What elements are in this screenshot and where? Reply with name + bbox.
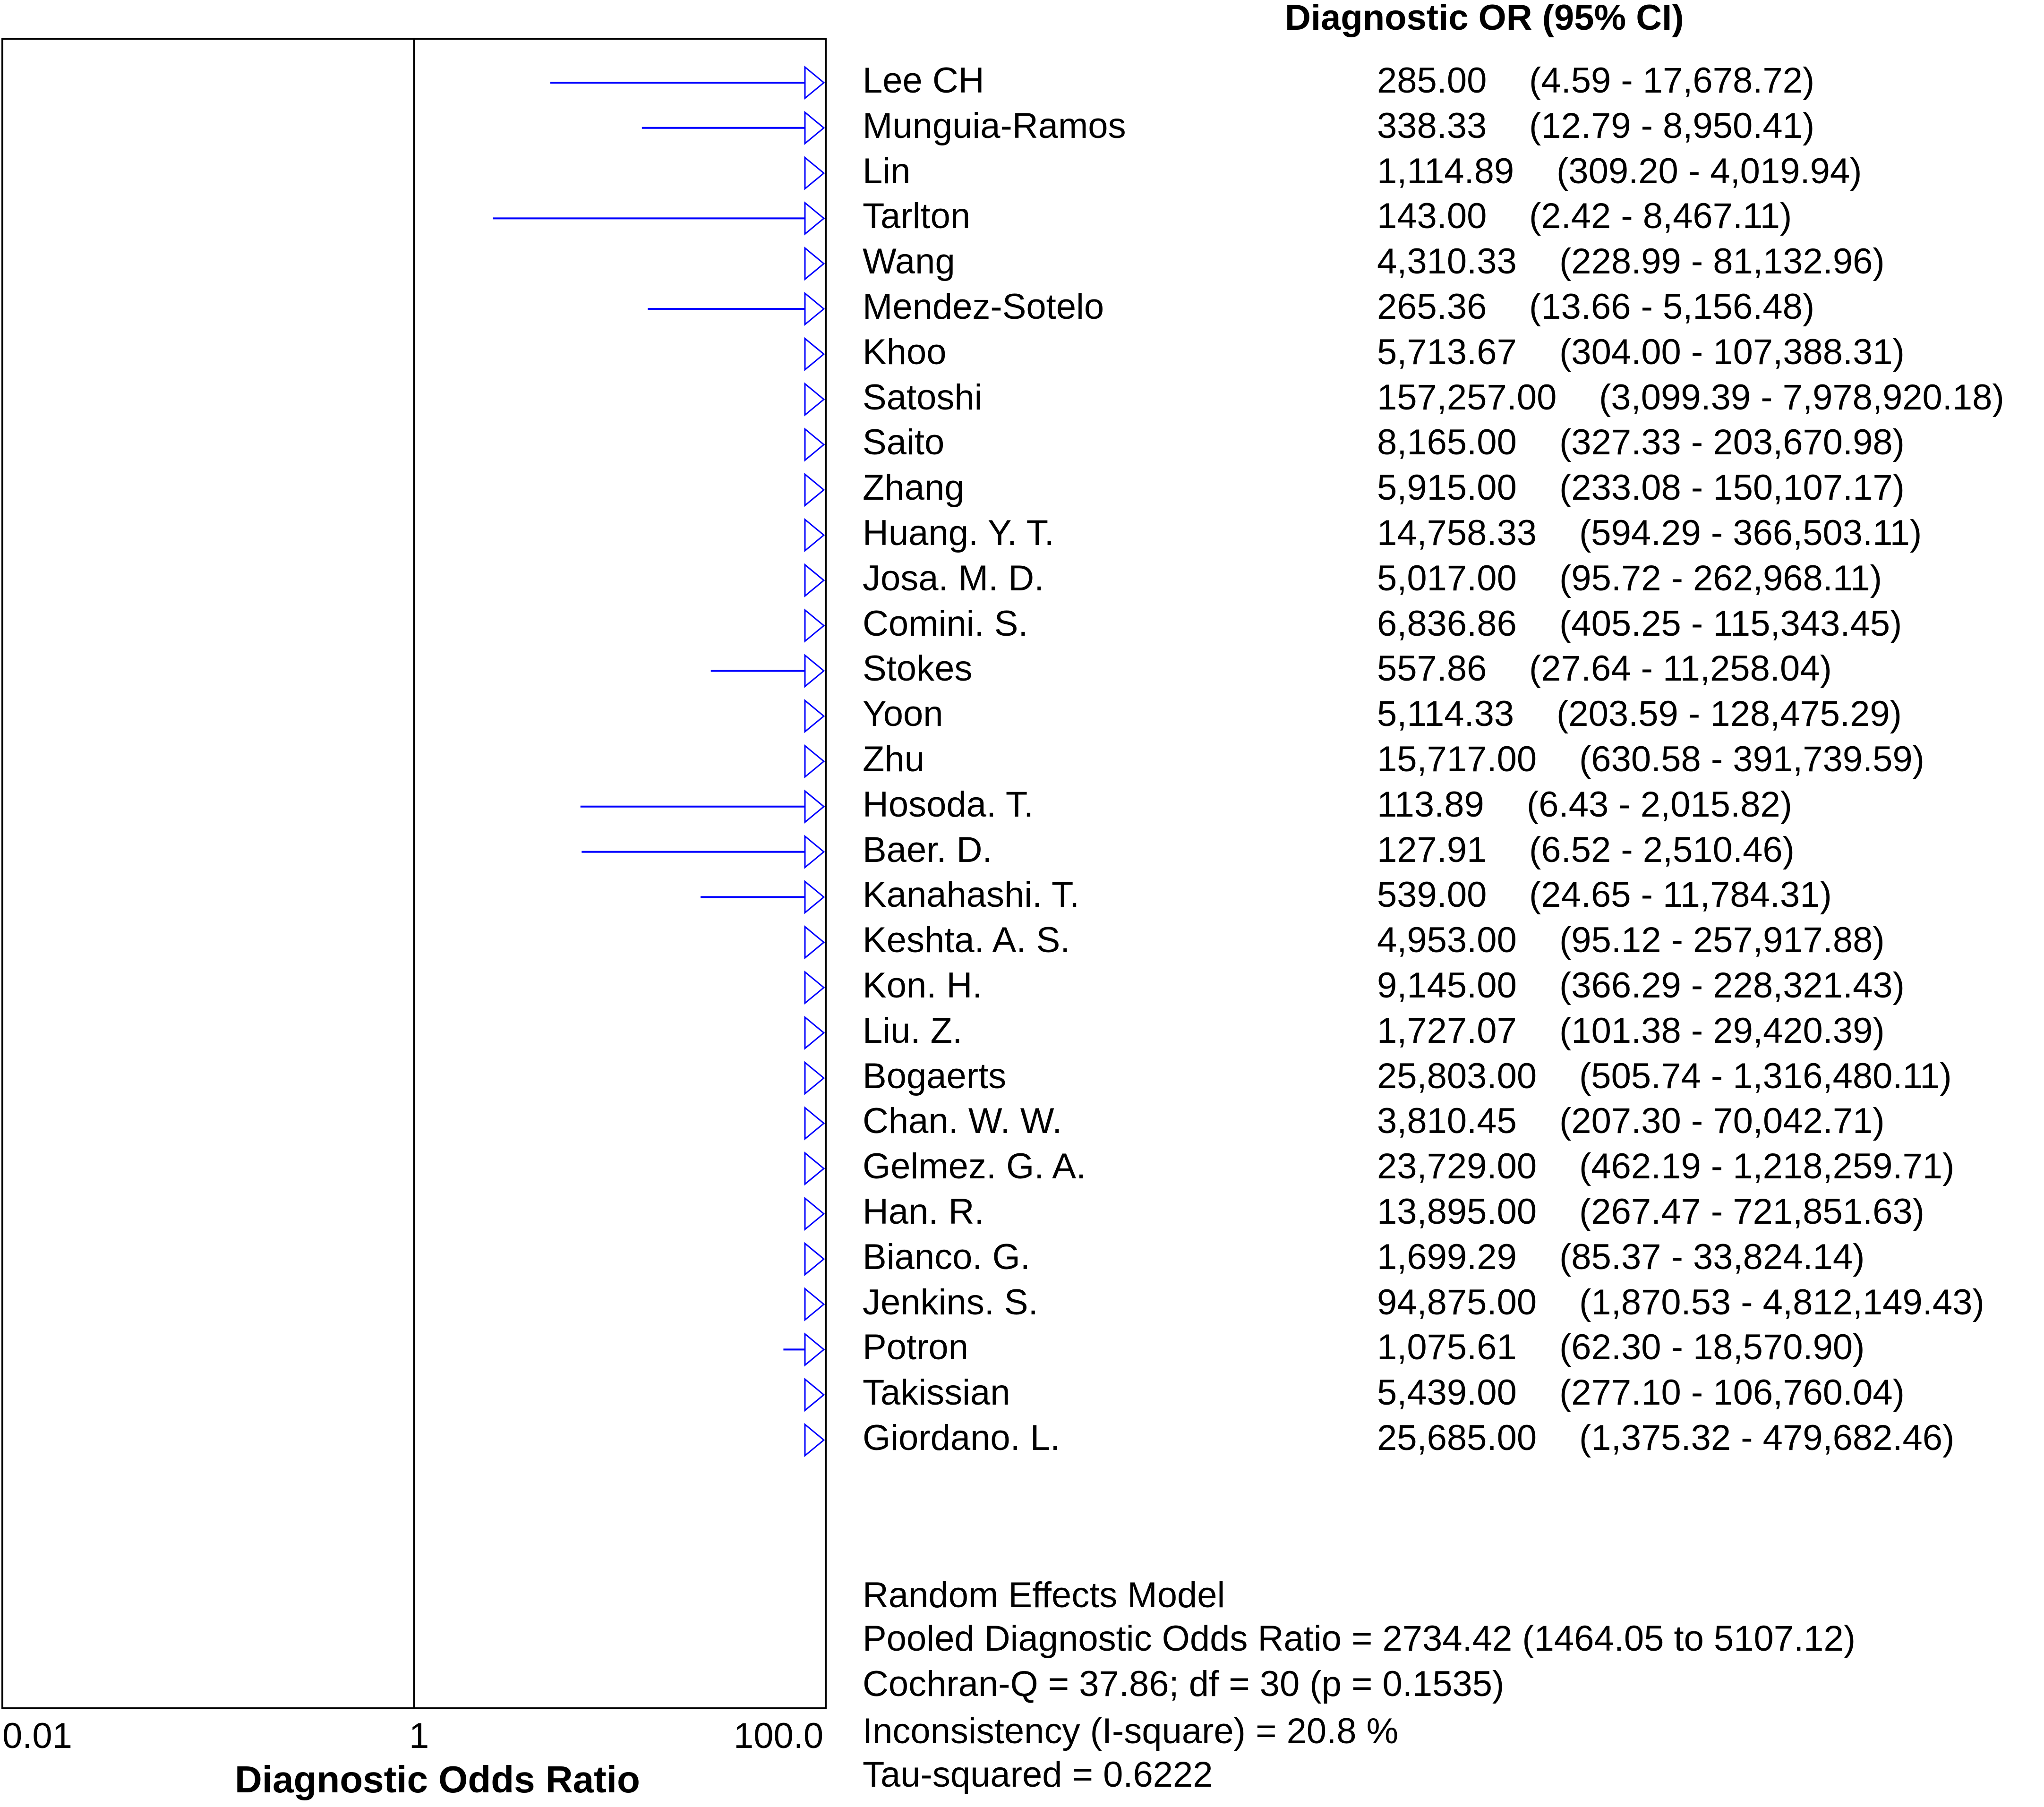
summary-cochran: Cochran-Q = 37.86; df = 30 (p = 0.1535) [863,1664,1505,1704]
study-name: Chan. W. W. [863,1101,1062,1142]
study-ci-range: (203.59 - 128,475.29) [1557,694,1902,734]
study-ci-range: (12.79 - 8,950.41) [1529,105,1815,146]
study-ci-range: (277.10 - 106,760.04) [1559,1372,1905,1413]
study-name: Yoon [863,694,943,734]
study-name: Saito [863,422,945,463]
study-or-value: 5,017.00 [1377,558,1517,598]
study-name: Kanahashi. T. [863,875,1080,915]
column-header-title: Diagnostic OR (95% CI) [1285,0,1684,38]
x-tick-label-min: 0.01 [2,1716,72,1756]
study-or-value: 25,803.00 [1377,1056,1537,1096]
ci-arrow-marker [805,610,824,641]
study-ci-range: (85.37 - 33,824.14) [1559,1236,1865,1277]
study-or-value: 539.00 [1377,875,1487,915]
x-axis-title: Diagnostic Odds Ratio [235,1758,640,1800]
study-or-value: 8,165.00 [1377,422,1517,463]
study-or-value: 1,075.61 [1377,1327,1517,1368]
study-or-value: 4,310.33 [1377,241,1517,282]
study-or-value: 13,895.00 [1377,1192,1537,1232]
ci-arrow-marker [805,1244,824,1275]
ci-arrow-marker [805,1334,824,1365]
study-ci-range: (95.12 - 257,917.88) [1559,920,1885,961]
summary-pooled: Pooled Diagnostic Odds Ratio = 2734.42 (1464.05 to 5107.12) [863,1619,1856,1659]
study-or-value: 5,915.00 [1377,468,1517,508]
ci-arrow-marker [805,927,824,958]
ci-arrow-marker [805,1153,824,1184]
ci-arrow-marker [805,1017,824,1048]
study-ci-range: (405.25 - 115,343.45) [1559,603,1902,644]
study-ci-range: (228.99 - 81,132.96) [1559,241,1885,282]
study-name: Lee CH [863,60,984,101]
study-name: Comini. S. [863,603,1028,644]
ci-arrow-marker [805,520,824,551]
study-ci-range: (24.65 - 11,784.31) [1529,875,1832,915]
study-name: Baer. D. [863,829,992,870]
ci-arrow-marker [805,1289,824,1320]
ci-arrow-marker [805,339,824,370]
study-or-value: 285.00 [1377,60,1487,101]
study-ci-range: (207.30 - 70,042.71) [1559,1101,1885,1142]
study-name: Potron [863,1327,968,1368]
study-ci-range: (630.58 - 391,739.59) [1579,739,1924,779]
study-or-value: 265.36 [1377,287,1487,327]
study-or-value: 23,729.00 [1377,1146,1537,1187]
study-or-value: 3,810.45 [1377,1101,1517,1142]
study-ci-range: (267.47 - 721,851.63) [1579,1192,1924,1232]
study-name: Han. R. [863,1192,984,1232]
ci-arrow-marker [805,429,824,460]
ci-arrow-marker [805,293,824,324]
study-name: Bogaerts [863,1056,1007,1096]
ci-arrow-marker [805,1379,824,1410]
study-ci-range: (1,870.53 - 4,812,149.43) [1579,1282,1984,1322]
study-or-value: 94,875.00 [1377,1282,1537,1322]
study-ci-range: (594.29 - 366,503.11) [1579,513,1922,553]
study-name: Jenkins. S. [863,1282,1038,1322]
study-ci-range: (327.33 - 203,670.98) [1559,422,1905,463]
study-ci-range: (6.43 - 2,015.82) [1527,784,1792,825]
study-name: Lin [863,151,911,191]
study-or-value: 338.33 [1377,105,1487,146]
ci-arrow-marker [805,112,824,144]
study-or-value: 1,699.29 [1377,1236,1517,1277]
ci-arrow-marker [805,248,824,279]
study-or-value: 6,836.86 [1377,603,1517,644]
study-name: Keshta. A. S. [863,920,1070,961]
summary-inconsistency: Inconsistency (I-square) = 20.8 % [863,1711,1399,1751]
study-name: Munguia-Ramos [863,105,1126,146]
study-name: Hosoda. T. [863,784,1034,825]
study-ci-range: (13.66 - 5,156.48) [1529,287,1815,327]
study-ci-range: (2.42 - 8,467.11) [1529,196,1792,237]
ci-arrow-marker [805,474,824,505]
study-or-value: 14,758.33 [1377,513,1537,553]
study-name: Zhang [863,468,965,508]
summary-model: Random Effects Model [863,1575,1225,1615]
summary-tau: Tau-squared = 0.6222 [863,1755,1213,1795]
study-or-value: 557.86 [1377,648,1487,689]
study-ci-range: (27.64 - 11,258.04) [1529,648,1832,689]
ci-arrow-marker [805,203,824,234]
ci-group [493,67,824,1456]
ci-arrow-marker [805,384,824,415]
study-or-value: 143.00 [1377,196,1487,237]
study-name: Gelmez. G. A. [863,1146,1086,1187]
ci-arrow-marker [805,67,824,98]
study-or-value: 5,713.67 [1377,332,1517,372]
study-ci-range: (1,375.32 - 479,682.46) [1579,1418,1955,1458]
x-tick-label-mid: 1 [409,1716,429,1756]
study-name: Takissian [863,1372,1010,1413]
study-name: Zhu [863,739,924,779]
ci-arrow-marker [805,700,824,732]
study-name: Satoshi [863,377,983,418]
ci-arrow-marker [805,1063,824,1094]
study-ci-range: (309.20 - 4,019.94) [1557,151,1862,191]
ci-arrow-marker [805,1198,824,1229]
ci-arrow-marker [805,791,824,822]
study-or-value: 25,685.00 [1377,1418,1537,1458]
ci-arrow-marker [805,1424,824,1456]
study-name: Wang [863,241,955,282]
study-name: Kon. H. [863,965,983,1006]
study-ci-range: (462.19 - 1,218,259.71) [1579,1146,1955,1187]
study-ci-range: (505.74 - 1,316,480.11) [1579,1056,1952,1096]
ci-arrow-marker [805,158,824,189]
study-or-value: 1,727.07 [1377,1010,1517,1051]
ci-arrow-marker [805,565,824,596]
study-ci-range: (366.29 - 228,321.43) [1559,965,1905,1006]
study-or-value: 4,953.00 [1377,920,1517,961]
study-name: Bianco. G. [863,1236,1030,1277]
study-or-value: 1,114.89 [1377,151,1514,191]
study-or-value: 113.89 [1377,784,1484,825]
study-name: Huang. Y. T. [863,513,1054,553]
study-or-value: 5,439.00 [1377,1372,1517,1413]
study-or-value: 157,257.00 [1377,377,1557,418]
study-ci-range: (62.30 - 18,570.90) [1559,1327,1865,1368]
ci-arrow-marker [805,972,824,1003]
study-name: Stokes [863,648,973,689]
study-ci-range: (233.08 - 150,107.17) [1559,468,1905,508]
study-ci-range: (304.00 - 107,388.31) [1559,332,1905,372]
ci-arrow-marker [805,1108,824,1139]
ci-arrow-marker [805,836,824,868]
study-or-value: 15,717.00 [1377,739,1537,779]
study-or-value: 127.91 [1377,829,1487,870]
study-ci-range: (101.38 - 29,420.39) [1559,1010,1885,1051]
ci-arrow-marker [805,881,824,912]
study-ci-range: (3,099.39 - 7,978,920.18) [1599,377,2004,418]
study-name: Josa. M. D. [863,558,1044,598]
study-name: Giordano. L. [863,1418,1060,1458]
study-name: Liu. Z. [863,1010,963,1051]
study-name: Tarlton [863,196,971,237]
ci-arrow-marker [805,655,824,686]
study-or-value: 9,145.00 [1377,965,1517,1006]
x-tick-label-max: 100.0 [734,1716,824,1756]
study-name: Mendez-Sotelo [863,287,1104,327]
study-or-value: 5,114.33 [1377,694,1514,734]
study-ci-range: (4.59 - 17,678.72) [1529,60,1815,101]
study-name: Khoo [863,332,947,372]
ci-arrow-marker [805,746,824,777]
study-ci-range: (95.72 - 262,968.11) [1559,558,1882,598]
study-ci-range: (6.52 - 2,510.46) [1529,829,1795,870]
